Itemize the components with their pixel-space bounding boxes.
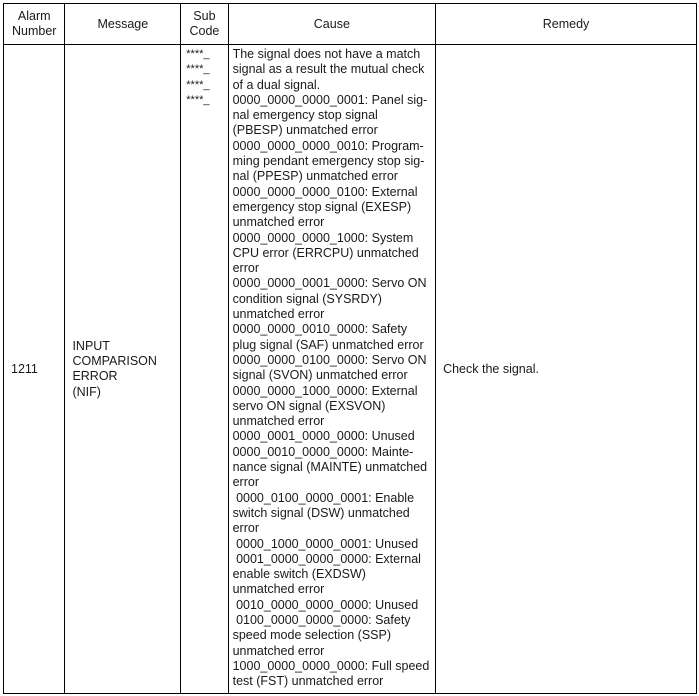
cause-line: error — [232, 521, 259, 536]
cause-line: plug signal (SAF) unmatched error — [232, 337, 424, 352]
sub-code-line: ****_ — [186, 78, 210, 91]
cause-line: 1000_0000_0000_0000: Full speed — [232, 658, 430, 673]
cause-line: 0100_0000_0000_0000: Safety — [232, 612, 411, 627]
cause-line: switch signal (DSW) unmatched — [232, 505, 410, 520]
cause-line: 0000_0000_0000_0010: Program- — [232, 138, 424, 153]
cause-line: speed mode selection (SSP) — [232, 628, 392, 643]
cause-line: unmatched error — [232, 643, 325, 658]
header-sub-code — [181, 4, 228, 45]
header-row — [4, 4, 697, 45]
cause-line: test (FST) unmatched error — [232, 674, 384, 689]
cause-line: 0000_0000_0001_0000: Servo ON — [232, 276, 427, 291]
cause-line: error — [232, 475, 259, 490]
alarm-table — [3, 3, 697, 694]
cause-line: 0001_0000_0000_0000: External — [232, 551, 421, 566]
header-alarm-number-line2: Number — [11, 24, 57, 38]
cause-line: (PBESP) unmatched error — [232, 123, 378, 138]
cause-line: 0010_0000_0000_0000: Unused — [232, 597, 419, 612]
cause-cell — [228, 45, 435, 694]
cause-line: unmatched error — [232, 582, 325, 597]
header-sub-code-line2: Code — [189, 24, 220, 38]
sub-code-line: ****_ — [186, 93, 210, 106]
cause-line: 0000_0000_0100_0000: Servo ON — [232, 352, 427, 367]
cause-line: 0000_0000_0010_0000: Safety — [232, 322, 408, 337]
cause-line: 0000_0000_0000_1000: System — [232, 230, 414, 245]
cause-line: nance signal (MAINTE) unmatched — [232, 460, 428, 475]
cause-line: CPU error (ERRCPU) unmatched — [232, 245, 419, 260]
header-sub-code-line1: Sub — [193, 9, 216, 23]
cause-line: enable switch (EXDSW) — [232, 567, 366, 582]
cause-line: error — [232, 261, 259, 276]
cause-line: 0000_1000_0000_0001: Unused — [232, 536, 419, 551]
cause-line: emergency stop signal (EXESP) — [232, 199, 412, 214]
sub-code-cell — [181, 45, 228, 694]
message-cell — [65, 45, 181, 694]
cause-line: nal emergency stop signal — [232, 108, 378, 123]
sub-code-line: ****_ — [186, 48, 210, 60]
sub-code-line: ****_ — [186, 63, 210, 76]
cause-line: The signal does not have a match — [232, 47, 421, 61]
header-alarm-number — [4, 4, 65, 45]
header-message: Message — [65, 4, 181, 45]
header-cause: Cause — [228, 4, 435, 45]
cause-line: servo ON signal (EXSVON) — [232, 398, 386, 413]
alarm-number-cell: 1211 — [4, 45, 65, 694]
table-row — [4, 45, 697, 694]
cause-line: 0000_0001_0000_0000: Unused — [232, 429, 415, 444]
cause-line: ming pendant emergency stop sig- — [232, 154, 425, 169]
cause-line: unmatched error — [232, 307, 325, 322]
message-line: INPUT — [72, 338, 110, 353]
message-line: ERROR — [72, 369, 118, 384]
cause-line: 0000_0000_0000_0100: External — [232, 184, 418, 199]
cause-line: unmatched error — [232, 215, 325, 230]
header-alarm-number-line1: Alarm — [17, 9, 51, 23]
message-line: COMPARISON — [72, 353, 157, 368]
cause-line: condition signal (SYSRDY) — [232, 291, 382, 306]
message-line: (NIF) — [72, 384, 101, 399]
cause-line: unmatched error — [232, 414, 325, 429]
cause-line: 0000_0000_0000_0001: Panel sig- — [232, 92, 428, 107]
cause-line: 0000_0010_0000_0000: Mainte- — [232, 444, 414, 459]
cause-line: nal (PPESP) unmatched error — [232, 169, 398, 184]
cause-line: of a dual signal. — [232, 77, 321, 92]
cause-line: signal (SVON) unmatched error — [232, 368, 408, 383]
cause-line: 0000_0100_0000_0001: Enable — [232, 490, 415, 505]
header-remedy: Remedy — [436, 4, 697, 45]
cause-line: signal as a result the mutual check — [232, 62, 425, 77]
remedy-cell: Check the signal. — [436, 45, 697, 694]
cause-line: 0000_0000_1000_0000: External — [232, 383, 418, 398]
